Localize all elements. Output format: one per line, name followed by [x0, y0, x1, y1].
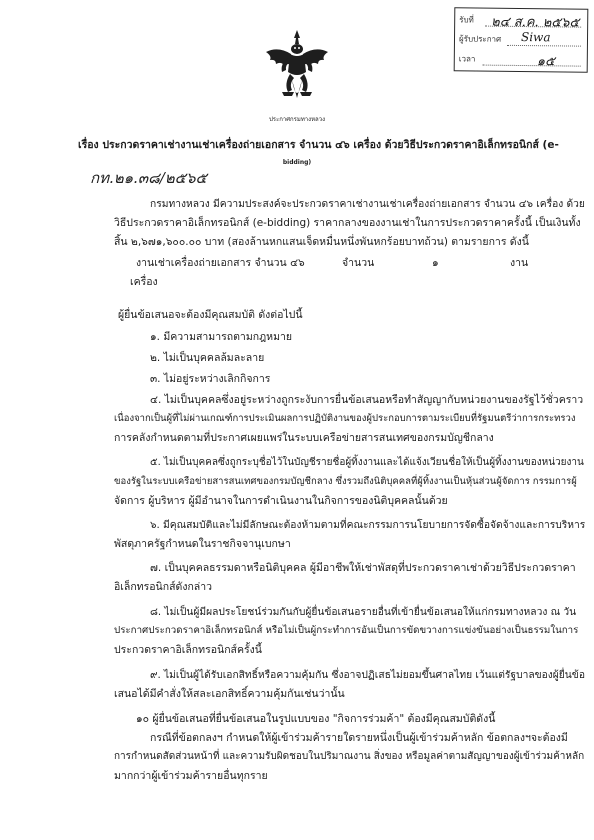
item-name: งานเช่าเครื่องถ่ายเอกสาร จำนวน ๔๖ [136, 257, 305, 269]
qualification-item-4-line-2: เนื่องจากเป็นผู้ที่ไม่ผ่านเกณฑ์การประเมินผลการปฏิบัติงานของผู้ประกอบการตามระเบียบที่รัฐมนตรีว่าการกระทรวง [114, 413, 576, 424]
qualification-item-1: ๑. มีความสามารถตามกฎหมาย [150, 331, 293, 343]
qualification-item-4-line-1: ๔. ไม่เป็นบุคคลซึ่งอยู่ระหว่างถูกระงับการยื่นข้อเสนอหรือทำสัญญากับหน่วยงานของรัฐไว้ชั่วคราว [150, 394, 584, 406]
handwritten-reference-number: กท.๒๑.๓๘/๒๕๖๕ [90, 169, 207, 187]
qualification-item-4-line-3: การคลังกำหนดตามที่ประกาศเผยแพร่ในระบบเครือข่ายสารสนเทศของกรมบัญชีกลาง [114, 432, 494, 444]
item-unit: งาน [510, 257, 529, 269]
qualification-item-7-line-1: ๗. เป็นบุคคลธรรมดาหรือนิติบุคคล ผู้มีอาชีพให้เช่าพัสดุที่ประกวดราคาเช่าด้วยวิธีประกวดราคา [150, 562, 576, 574]
qualifications-heading: ผู้ยื่นข้อเสนอจะต้องมีคุณสมบัติ ดังต่อไปนี้ [118, 309, 303, 321]
stamp-line [483, 65, 581, 67]
qualification-item-10-line-1: ๑๐ ผู้ยื่นข้อเสนอที่ยื่นข้อเสนอในรูปแบบของ "กิจการร่วมค้า" ต้องมีคุณสมบัติดังนี้ [136, 713, 496, 725]
qualification-item-10-line-3: การกำหนดสัดส่วนหน้าที่ และความรับผิดชอบในปริมาณงาน สิ่งของ หรือมูลค่าตามสัญญาของผู้เข้าร่วมค้าหลัก [114, 751, 585, 762]
qualification-item-5-line-2: ของรัฐในระบบเครือข่ายสารสนเทศของกรมบัญชีกลาง ซึ่งรวมถึงนิติบุคคลที่ผู้ทิ้งงานเป็นหุ้นส่วนผู้จัดการ กรรมการผู้ [114, 476, 577, 487]
qualification-item-8-line-2: ประกาศประกวดราคาอิเล็กทรอนิกส์ หรือไม่เป็นผู้กระทำการอันเป็นการขัดขวางการแข่งขันอย่างเป็นธรรมในการ [114, 625, 579, 636]
stamp-time-handwritten: ๑๕ [536, 54, 555, 70]
intro-line-3: สิ้น ๒,๖๗๑,๖๐๐.๐๐ บาท (สองล้านหกแสนเจ็ดหมื่นหนึ่งพันหกร้อยบาทถ้วน) ตามรายการ ดังนี้ [114, 236, 529, 248]
issuer-title: ประกาศกรมทางหลวง [268, 116, 326, 123]
subject-line-1: เรื่อง ประกวดราคาเช่างานเช่าเครื่องถ่ายเอกสาร จำนวน ๔๖ เครื่อง ด้วยวิธีประกวดราคาอิเล็กทรอนิกส์ (e- [78, 139, 559, 151]
item-unit-continuation: เครื่อง [130, 276, 158, 288]
qualification-item-6-line-2: พัสดุภาครัฐกำหนดในราชกิจจานุเบกษา [114, 538, 291, 550]
qualification-item-10-line-4: มากกว่าผู้เข้าร่วมค้ารายอื่นทุกราย [114, 770, 268, 782]
qualification-item-3: ๓. ไม่อยู่ระหว่างเลิกกิจการ [150, 373, 271, 385]
stamp-date-handwritten: ๒๔ ส.ค. ๒๕๖๕ [491, 14, 580, 31]
stamp-label-received: รับที่ [459, 15, 474, 25]
qualification-item-5-line-1: ๕. ไม่เป็นบุคคลซึ่งถูกระบุชื่อไว้ในบัญชีรายชื่อผู้ทิ้งงานและได้แจ้งเวียนชื่อให้เป็นผู้ทิ้งงานของหน่วยงาน [150, 457, 584, 468]
qualification-item-6-line-1: ๖. มีคุณสมบัติและไม่มีลักษณะต้องห้ามตามที่คณะกรรมการนโยบายการจัดซื้อจัดจ้างและการบริหาร [150, 519, 586, 531]
qualification-item-9-line-1: ๙. ไม่เป็นผู้ได้รับเอกสิทธิ์หรือความคุ้มกัน ซึ่งอาจปฏิเสธไม่ยอมขึ้นศาลไทย เว้นแต่รัฐบาลของผู้ยื่นข้อ [150, 669, 585, 681]
qualification-item-8-line-3: ประกวดราคาอิเล็กทรอนิกส์ครั้งนี้ [114, 644, 262, 656]
stamp-receiver-handwritten: Siwa [520, 30, 551, 45]
qualification-item-2: ๒. ไม่เป็นบุคคลล้มละลาย [150, 352, 265, 364]
qualification-item-8-line-1: ๘. ไม่เป็นผู้มีผลประโยชน์ร่วมกันกับผู้ยื่นข้อเสนอรายอื่นที่เข้ายื่นข้อเสนอให้แก่กรมทางหลวง ณ วัน [150, 606, 577, 618]
stamp-line [507, 45, 581, 47]
stamp-label-receiver: ผู้รับประกาศ [458, 34, 502, 44]
garuda-emblem-icon [264, 28, 330, 110]
qualification-item-10-line-2: กรณีที่ข้อตกลงฯ กำหนดให้ผู้เข้าร่วมค้ารายใดรายหนึ่งเป็นผู้เข้าร่วมค้าหลัก ข้อตกลงฯจะต้องมี [150, 732, 568, 744]
intro-line-1: กรมทางหลวง มีความประสงค์จะประกวดราคาเช่างานเช่าเครื่องถ่ายเอกสาร จำนวน ๔๖ เครื่อง ด้วย [150, 198, 585, 210]
qualification-item-9-line-2: เสนอได้มีคำสั่งให้สละเอกสิทธิ์ความคุ้มกันเช่นว่านั้น [114, 688, 345, 700]
stamp-label-time: เวลา [458, 54, 476, 64]
item-qty: ๑ [432, 257, 439, 269]
subject-line-2: bidding) [282, 159, 312, 166]
intro-line-2: วิธีประกวดราคาอิเล็กทรอนิกส์ (e-bidding) ราคากลางของงานเช่าในการประกวดราคาครั้งนี้ เป็นเงินทั้ง [114, 217, 581, 229]
qualification-item-7-line-2: อิเล็กทรอนิกส์ดังกล่าว [114, 581, 213, 593]
item-qty-label: จำนวน [342, 257, 375, 269]
receipt-stamp [454, 7, 589, 72]
qualification-item-5-line-3: จัดการ ผู้บริหาร ผู้มีอำนาจในการดำเนินงานในกิจการของนิติบุคคลนั้นด้วย [114, 495, 448, 507]
